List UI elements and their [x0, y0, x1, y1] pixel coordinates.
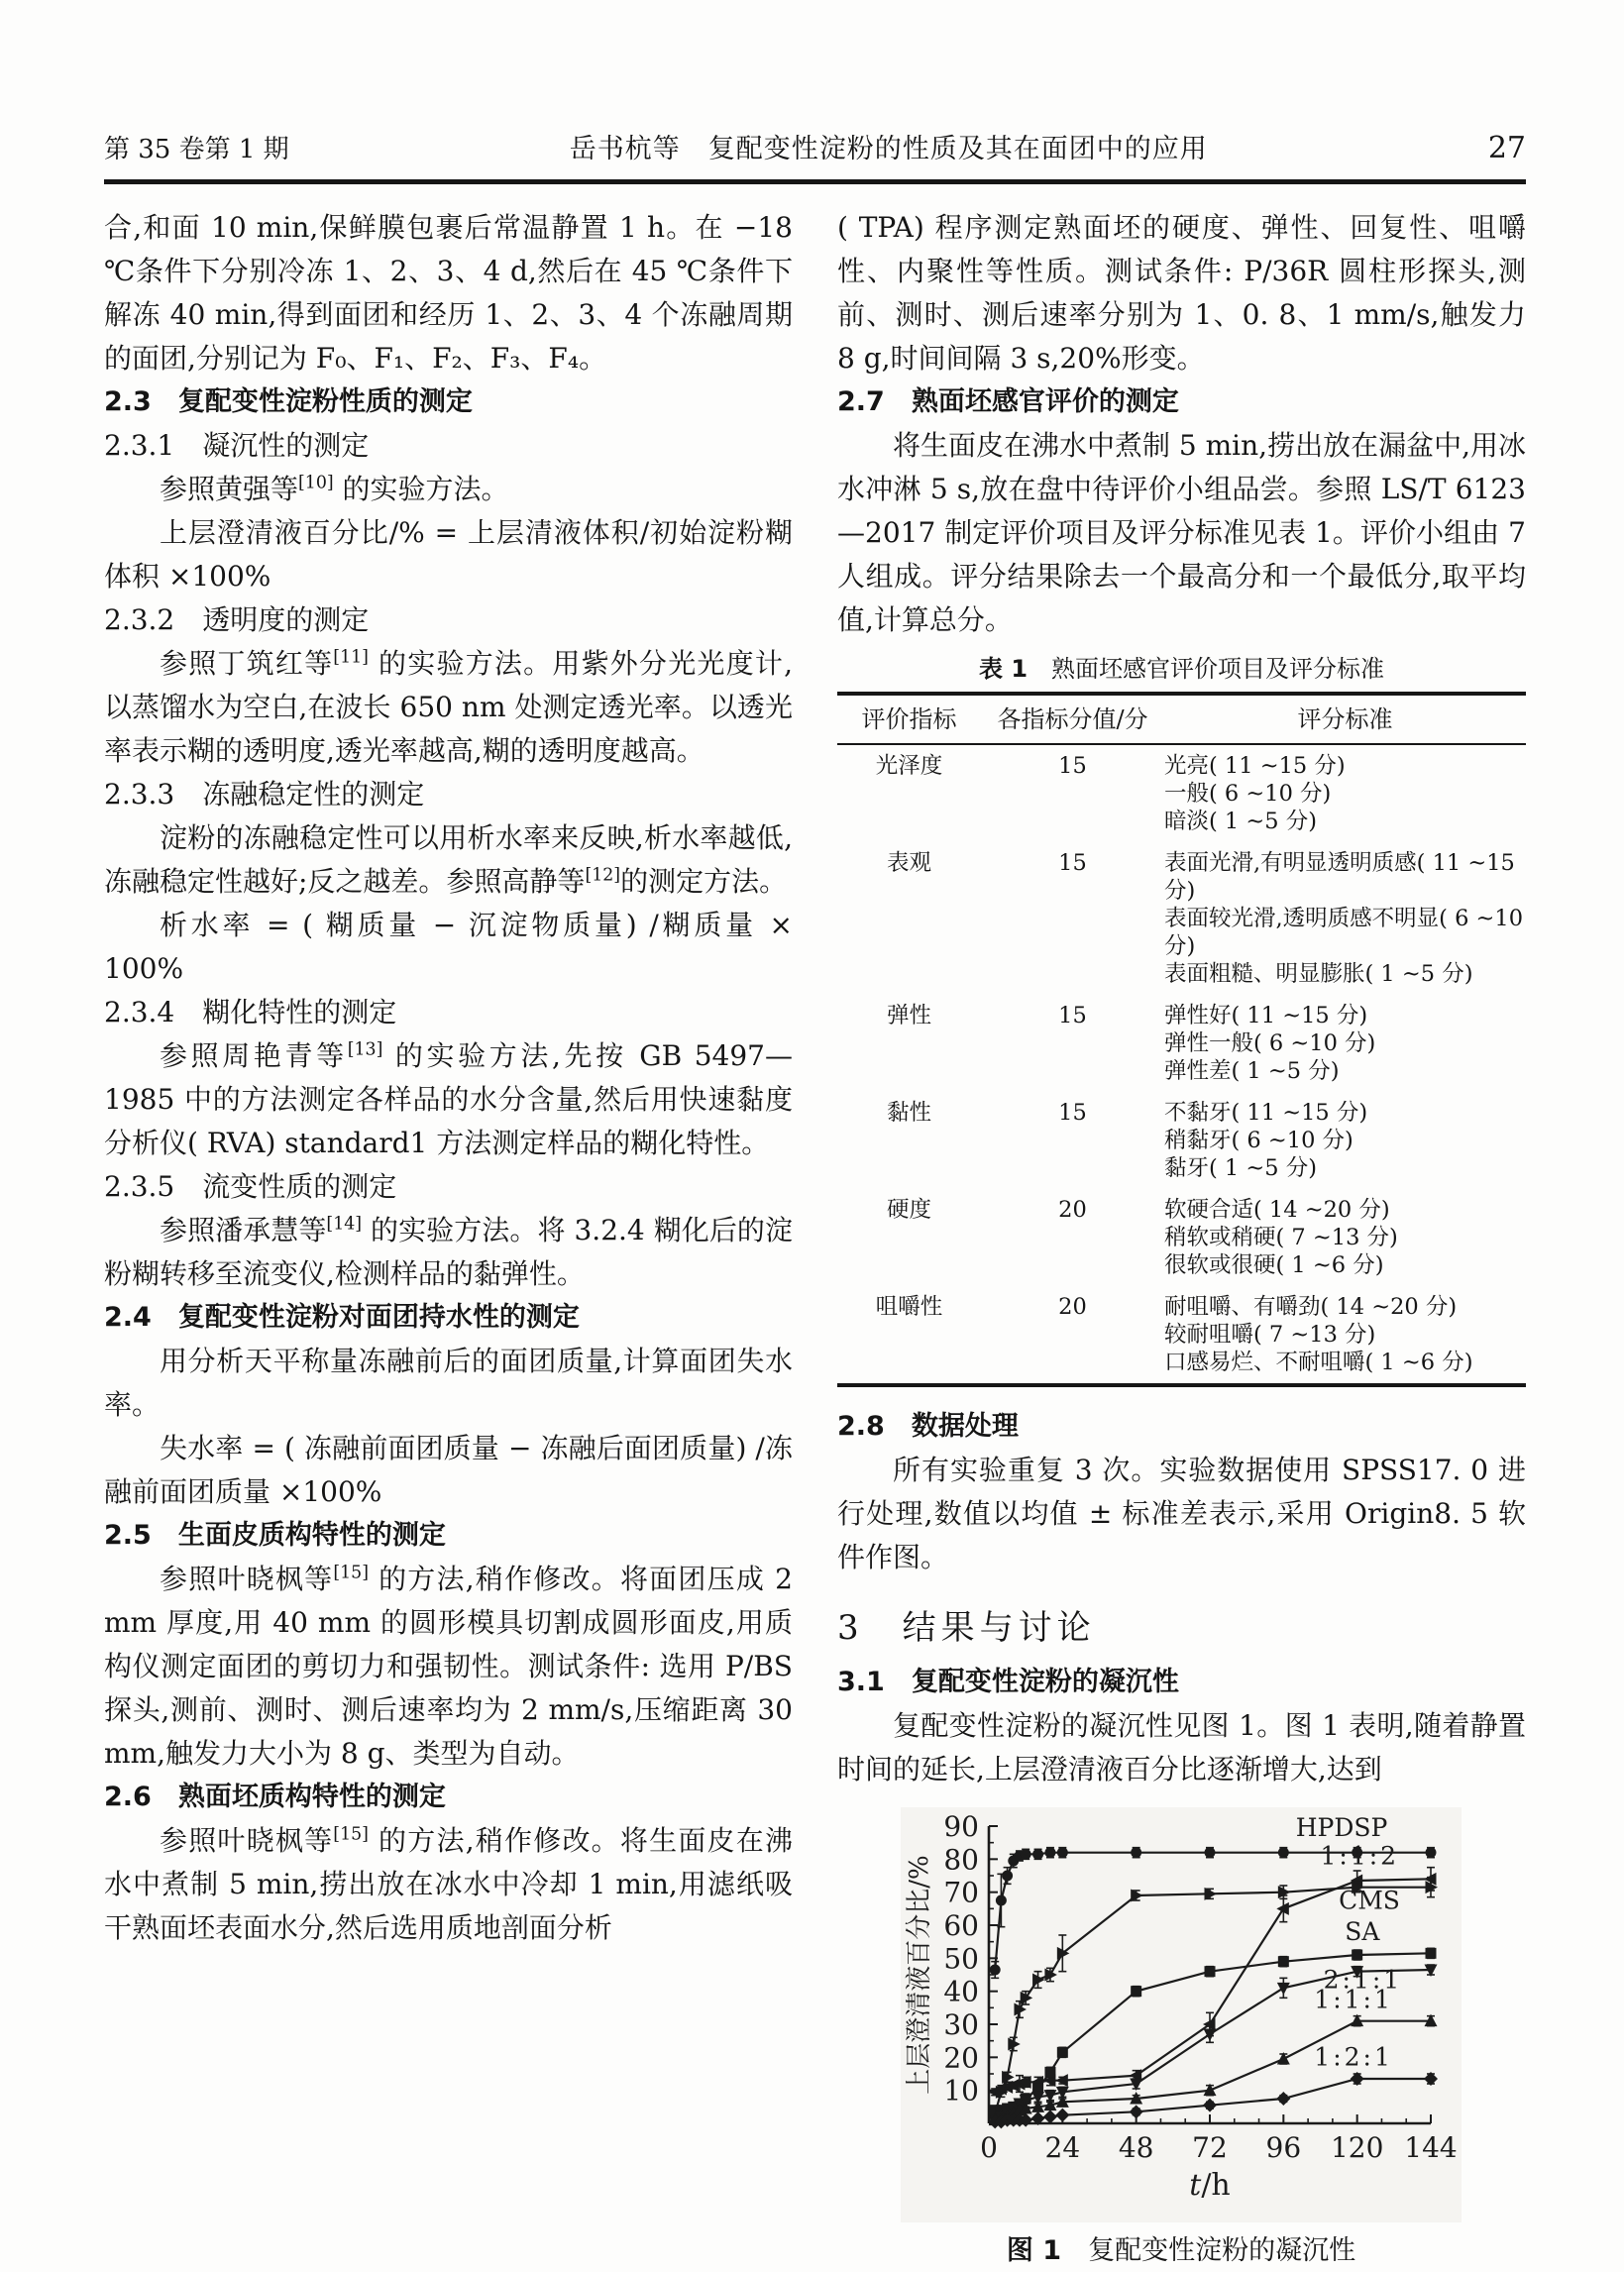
section-heading — [104, 991, 793, 1034]
criteria-line: 口感易烂、不耐咀嚼( 1 ~6 分) — [1164, 1350, 1473, 1375]
series-label: 2:1:1 — [1323, 1965, 1403, 1995]
text-run: 的方法,稍作修改。将面团压成 2 mm 厚度,用 40 mm 的圆形模具切割成圆形面皮,用质构仪测定面团的剪切力和强韧性。测试条件: 选用 P/BS 探头,测前、测时、测后速率均为 2 mm/s,压缩距离 30 mm,触发力大小为 8 g、类型为自动。 — [104, 1563, 793, 1770]
table-title-label: 表 1 — [978, 655, 1029, 683]
table-header — [837, 696, 1526, 745]
table-row — [837, 1286, 1526, 1383]
table-body — [837, 745, 1526, 1383]
x-tick-label: 72 — [1192, 2131, 1228, 2164]
section-heading — [104, 773, 793, 816]
figure-caption-text: 复配变性淀粉的凝沉性 — [1088, 2235, 1356, 2266]
table-1 — [837, 652, 1526, 1387]
x-tick-label: 96 — [1265, 2131, 1302, 2164]
y-tick-label: 20 — [943, 2041, 979, 2075]
section-heading — [837, 1405, 1526, 1449]
cell-criteria — [1164, 1293, 1526, 1376]
figure-caption-sep — [1061, 2235, 1088, 2266]
y-axis-title: 上层澄清液百分比/% — [905, 1855, 934, 2095]
text-run: ( TPA) 程序测定熟面坯的硬度、弹性、回复性、咀嚼性、内聚性等性质。测试条件: P/36R 圆柱形探头,测前、测时、测后速率分别为 1、0. 8、1 mm/s,触发力 8 g,时间间隔 3 s,20%形变。 — [837, 211, 1526, 375]
section-heading — [837, 1605, 1526, 1651]
text-run: 合,和面 10 min,保鲜膜包裹后常温静置 1 h。在 −18 ℃条件下分别冷冻 1、2、3、4 d,然后在 45 ℃条件下解冻 40 min,得到面团和经历 1、2、3、4 个冻融周期的面团,分别记为 F₀、F₁、F₂、F₃、F₄。 — [104, 211, 793, 375]
text-run: 复配变性淀粉的凝沉性见图 1。图 1 表明,随着静置时间的延长,上层澄清液百分比逐渐增大,达到 — [837, 1709, 1526, 1785]
section-heading — [104, 1165, 793, 1209]
section-heading — [104, 1514, 793, 1558]
paragraph — [104, 1340, 793, 1427]
section-heading — [104, 1296, 793, 1340]
table-header-score: 各指标分值/分 — [997, 705, 1148, 733]
cell-criteria — [1164, 1196, 1526, 1279]
text-run: 的实验方法,先按 GB 5497—1985 中的方法测定各样品的水分含量,然后用快速黏度分析仪( RVA) standard1 方法测定样品的糊化特性。 — [104, 1039, 793, 1159]
page-number: 27 — [1487, 131, 1526, 165]
figure-caption — [901, 2230, 1462, 2272]
table-title-main: 熟面坯感官评价项目及评分标准 — [1051, 655, 1385, 683]
paragraph — [104, 1034, 793, 1165]
table-row — [837, 1092, 1526, 1189]
text-run: 2.3.4 糊化特性的测定 — [104, 996, 397, 1028]
paragraph — [104, 642, 793, 773]
text-run: 2.3 复配变性淀粉性质的测定 — [104, 386, 473, 417]
page-header — [104, 127, 1526, 184]
section-heading — [837, 1661, 1526, 1704]
x-tick-label: 144 — [1404, 2131, 1458, 2164]
cell-indicator: 硬度 — [886, 1197, 931, 1223]
criteria-line: 表面粗糙、明显膨胀( 1 ~5 分) — [1164, 961, 1473, 987]
y-tick-label: 40 — [943, 1975, 979, 2008]
cell-criteria — [1164, 1099, 1526, 1182]
series-label: 1:1:2 — [1320, 1841, 1400, 1871]
text-run: 的实验方法。用紫外分光光度计,以蒸馏水为空白,在波长 650 nm 处测定透光率。以透光率表示糊的透明度,透光率越高,糊的透明度越高。 — [104, 647, 793, 767]
figure-1 — [901, 1807, 1462, 2272]
table-title — [837, 652, 1526, 686]
criteria-line: 光亮( 11 ~15 分) — [1164, 753, 1346, 779]
text-run: 所有实验重复 3 次。实验数据使用 SPSS17. 0 进行处理,数值以均值 ± 标准差表示,采用 Origin8. 5 软件作图。 — [837, 1454, 1526, 1573]
text-run: 析水率 = ( 糊质量 − 沉淀物质量) /糊质量 × 100% — [104, 909, 793, 985]
text-run: 2.8 数据处理 — [837, 1411, 1019, 1442]
cell-indicator: 咀嚼性 — [875, 1294, 943, 1320]
text-run: 参照潘承慧等 — [160, 1214, 327, 1246]
table-grid — [837, 692, 1526, 1387]
paragraph — [104, 206, 793, 380]
citation-ref: [11] — [333, 647, 369, 668]
left-column — [104, 206, 793, 2272]
paragraph — [104, 1819, 793, 1950]
text-run: 2.5 生面皮质构特性的测定 — [104, 1520, 446, 1551]
paragraph — [104, 816, 793, 904]
criteria-line: 稍黏牙( 6 ~10 分) — [1164, 1128, 1353, 1153]
criteria-line: 弹性差( 1 ~5 分) — [1164, 1058, 1340, 1084]
text-run: 的方法,稍作修改。将生面皮在沸水中煮制 5 min,捞出放在冰水中冷却 1 min,用滤纸吸干熟面坯表面水分,然后选用质地剖面分析 — [104, 1824, 793, 1944]
table-title-text — [1028, 655, 1051, 683]
criteria-line: 弹性一般( 6 ~10 分) — [1164, 1030, 1376, 1056]
cell-indicator: 表观 — [886, 850, 931, 876]
text-run: 3.1 复配变性淀粉的凝沉性 — [837, 1667, 1179, 1697]
x-axis-title: t/h — [1189, 2168, 1231, 2203]
text-run: 2.3.5 流变性质的测定 — [104, 1170, 397, 1203]
text-run: 参照周艳青等 — [160, 1039, 348, 1072]
criteria-line: 表面光滑,有明显透明质感( 11 ~15 分) — [1164, 850, 1515, 904]
series-label: 1:2:1 — [1314, 2042, 1393, 2072]
text-run: 2.7 熟面坯感官评价的测定 — [837, 386, 1179, 417]
criteria-line: 软硬合适( 14 ~20 分) — [1164, 1197, 1390, 1223]
series-label: HPDSP — [1295, 1813, 1388, 1842]
y-tick-label: 10 — [943, 2074, 979, 2108]
x-tick-label: 0 — [980, 2131, 998, 2164]
criteria-line: 耐咀嚼、有嚼劲( 14 ~20 分) — [1164, 1294, 1458, 1320]
paragraph — [104, 1427, 793, 1514]
text-run: 2.3.2 透明度的测定 — [104, 603, 370, 636]
paragraph — [837, 206, 1526, 380]
table-header-indicator: 评价指标 — [861, 705, 957, 733]
table-header-criteria: 评分标准 — [1297, 705, 1393, 733]
text-run: 的实验方法。 — [333, 473, 509, 505]
table-row — [837, 995, 1526, 1092]
text-run: 2.3.1 凝沉性的测定 — [104, 429, 370, 462]
section-heading — [837, 380, 1526, 424]
text-run: 参照叶晓枫等 — [160, 1563, 334, 1595]
citation-ref: [12] — [585, 865, 621, 886]
right-column — [837, 206, 1526, 2272]
cell-criteria — [1164, 752, 1526, 835]
criteria-line: 黏牙( 1 ~5 分) — [1164, 1155, 1317, 1181]
paragraph — [837, 1449, 1526, 1579]
sedimentation-line-chart — [904, 1810, 1459, 2207]
criteria-line: 暗淡( 1 ~5 分) — [1164, 809, 1317, 834]
table-row — [837, 745, 1526, 842]
text-run: 失水率 = ( 冻融前面团质量 − 冻融后面团质量) /冻融前面团质量 ×100% — [104, 1432, 793, 1508]
y-tick-label: 90 — [943, 1810, 979, 1843]
x-tick-label: 48 — [1118, 2131, 1154, 2164]
cell-score: 15 — [1058, 753, 1087, 779]
journal-issue: 第 35 卷第 1 期 — [104, 135, 289, 164]
cell-score: 20 — [1058, 1197, 1087, 1223]
cell-score: 20 — [1058, 1294, 1087, 1320]
citation-ref: [15] — [333, 1563, 369, 1583]
section-heading — [104, 1776, 793, 1819]
citation-ref: [15] — [333, 1824, 369, 1845]
criteria-line: 弹性好( 11 ~15 分) — [1164, 1003, 1368, 1028]
section-heading — [104, 424, 793, 468]
x-tick-label: 24 — [1044, 2131, 1081, 2164]
y-tick-label: 70 — [943, 1876, 979, 1909]
text-run: 将生面皮在沸水中煮制 5 min,捞出放在漏盆中,用冰水冲淋 5 s,放在盘中待评价小组品尝。参照 LS/T 6123—2017 制定评价项目及评分标准见表 1。评价小组由 7 人组成。评分结果除去一个最高分和一个最低分,取平均值,计算总分。 — [837, 429, 1526, 636]
criteria-line: 稍软或稍硬( 7 ~13 分) — [1164, 1225, 1398, 1250]
text-run: 参照黄强等 — [160, 473, 299, 505]
cell-indicator: 黏性 — [886, 1100, 931, 1126]
text-run: 用分析天平称量冻融前后的面团质量,计算面团失水率。 — [104, 1345, 793, 1421]
cell-criteria — [1164, 849, 1526, 988]
running-title: 岳书杭等 复配变性淀粉的性质及其在面团中的应用 — [569, 134, 1208, 164]
y-tick-label: 50 — [943, 1942, 979, 1976]
cell-criteria — [1164, 1002, 1526, 1085]
cell-indicator: 弹性 — [886, 1003, 931, 1028]
paragraph — [104, 1209, 793, 1296]
text-run: 的测定方法。 — [620, 865, 788, 898]
cell-score: 15 — [1058, 1003, 1087, 1028]
cell-score: 15 — [1058, 850, 1087, 876]
paragraph — [104, 511, 793, 598]
paragraph — [837, 424, 1526, 642]
paragraph — [104, 1558, 793, 1776]
text-run: 2.3.3 冻融稳定性的测定 — [104, 778, 425, 811]
section-heading — [104, 380, 793, 424]
sedimentation-chart-box — [901, 1807, 1462, 2222]
citation-ref: [13] — [347, 1039, 383, 1060]
text-run: 参照丁筑红等 — [160, 647, 334, 680]
criteria-line: 不黏牙( 11 ~15 分) — [1164, 1100, 1368, 1126]
text-run: 上层澄清液百分比/% = 上层清液体积/初始淀粉糊体积 ×100% — [104, 516, 793, 593]
paragraph — [104, 904, 793, 991]
series-label: CMS — [1339, 1886, 1400, 1915]
figure-caption-label: 图 1 — [1006, 2235, 1062, 2266]
right-column-top — [837, 206, 1526, 642]
criteria-line: 较耐咀嚼( 7 ~13 分) — [1164, 1322, 1376, 1348]
text-run: 参照叶晓枫等 — [160, 1824, 334, 1857]
y-tick-label: 80 — [943, 1843, 979, 1877]
right-column-bottom — [837, 1405, 1526, 1791]
text-run: 2.6 熟面坯质构特性的测定 — [104, 1782, 446, 1812]
paragraph — [837, 1704, 1526, 1791]
cell-score: 15 — [1058, 1100, 1087, 1126]
citation-ref: [10] — [298, 473, 334, 493]
y-tick-label: 60 — [943, 1909, 979, 1942]
text-run: 3 结果与讨论 — [837, 1608, 1096, 1648]
criteria-line: 一般( 6 ~10 分) — [1164, 781, 1332, 807]
text-run: 2.4 复配变性淀粉对面团持水性的测定 — [104, 1302, 580, 1333]
x-tick-label: 120 — [1330, 2131, 1384, 2164]
cell-indicator: 光泽度 — [875, 753, 943, 779]
criteria-line: 表面较光滑,透明质感不明显( 6 ~10 分) — [1164, 906, 1524, 959]
table-row — [837, 842, 1526, 995]
section-heading — [104, 598, 793, 642]
criteria-line: 很软或很硬( 1 ~6 分) — [1164, 1252, 1384, 1278]
paragraph — [104, 468, 793, 511]
y-tick-label: 30 — [943, 2008, 979, 2041]
text-run: 的实验方法。将 3.2.4 糊化后的淀粉糊转移至流变仪,检测样品的黏弹性。 — [104, 1214, 793, 1290]
citation-ref: [14] — [326, 1214, 363, 1235]
content-columns — [104, 206, 1526, 2272]
table-row — [837, 1189, 1526, 1286]
text-run: 淀粉的冻融稳定性可以用析水率来反映,析水率越低,冻融稳定性越好;反之越差。参照高静等 — [104, 821, 793, 898]
series-label: SA — [1345, 1917, 1380, 1946]
series-label: 1:1:1 — [1314, 1985, 1393, 2014]
